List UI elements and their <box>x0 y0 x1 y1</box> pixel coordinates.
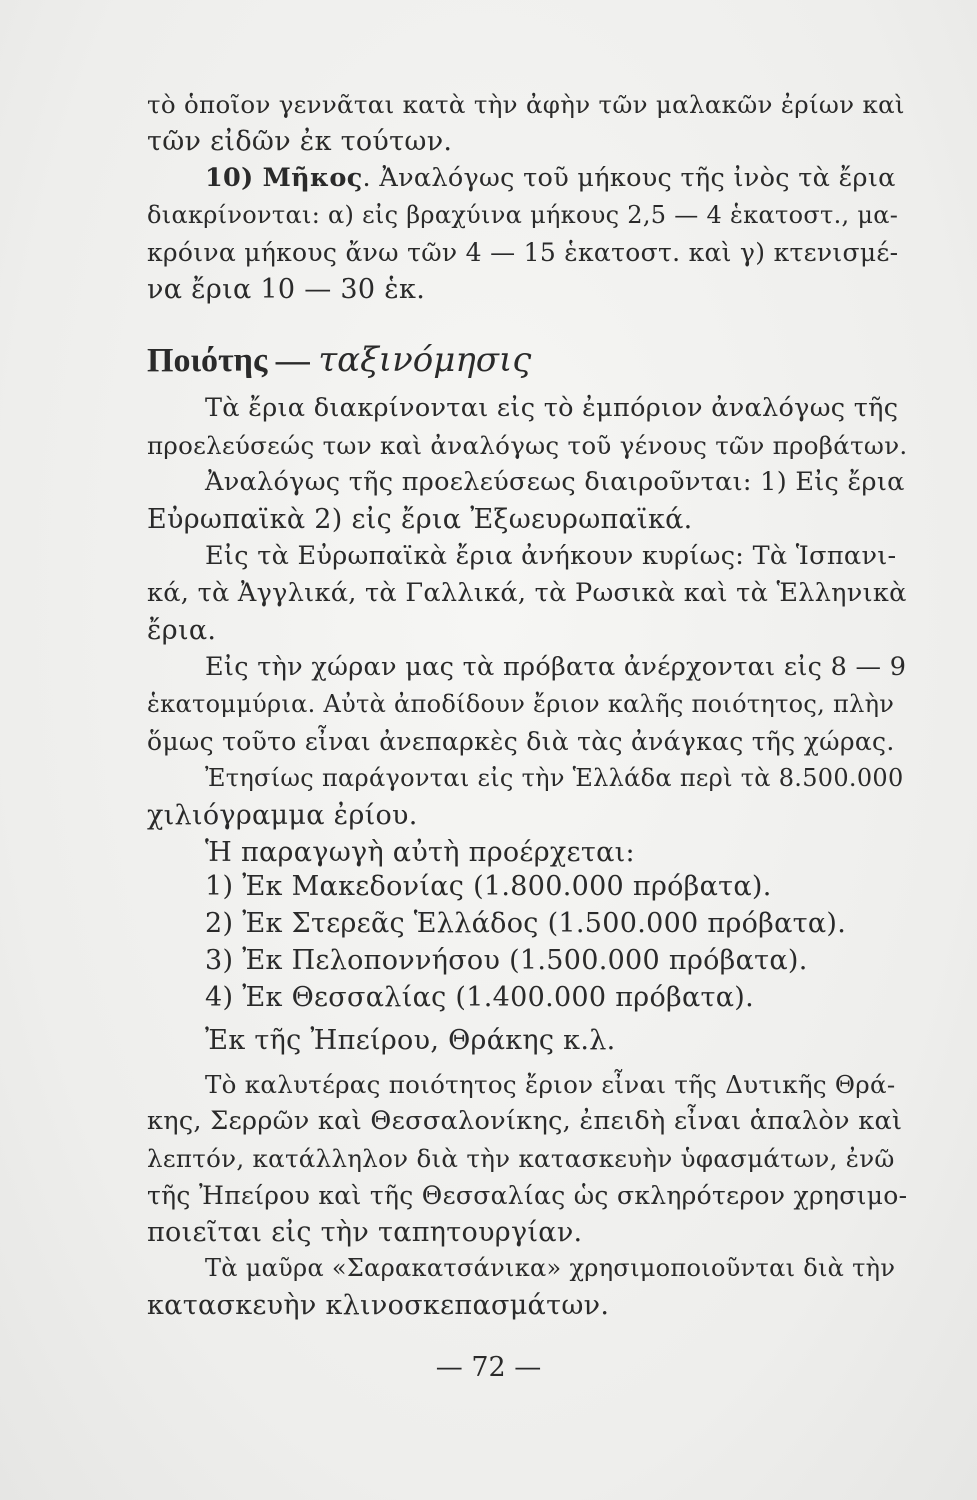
text-line: λεπτόν, κατάλληλον διὰ τὴν κατασκευὴν ὑφασμάτων, ἐνῶ <box>147 1144 895 1173</box>
heading-italic: ταξινόμησις <box>318 340 532 380</box>
text-line: κης, Σερρῶν καὶ Θεσσαλονίκης, ἐπειδὴ εἶναι ἁπαλὸν καὶ <box>147 1106 903 1136</box>
text-line: Ἐτησίως παράγονται εἰς τὴν Ἑλλάδα περὶ τὰ 8.500.000 <box>205 764 904 792</box>
production-list <box>147 868 907 1016</box>
text-line: κρόινα μήκους ἄνω τῶν 4 — 15 ἑκατοστ. καὶ γ) κτενισμέ- <box>147 238 899 267</box>
text-line: Τὰ ἔρια διακρίνονται εἰς τὸ ἐμπόριον ἀναλόγως τῆς <box>205 393 899 423</box>
heading-bold: Ποιότης — <box>147 342 319 379</box>
text-line <box>147 160 907 197</box>
list-item: 4) Ἐκ Θεσσαλίας (1.400.000 πρόβατα). <box>205 982 754 1013</box>
text-line: τῆς Ἠπείρου καὶ τῆς Θεσσαλίας ὡς σκληρότερον χρησιμο- <box>147 1181 908 1210</box>
text-line: κατασκευὴν κλινοσκεπασμάτων. <box>147 1290 610 1321</box>
text-line: τῶν εἰδῶν ἐκ τούτων. <box>147 126 453 157</box>
text-line: να ἔρια 10 — 30 ἑκ. <box>147 274 426 305</box>
text-line: Εὐρωπαϊκὰ 2) εἰς ἔρια Ἐξωευρωπαϊκά. <box>147 504 693 535</box>
quality-paragraph <box>147 1066 907 1251</box>
list-item: 2) Ἐκ Στερεᾶς Ἑλλάδος (1.500.000 πρόβατα). <box>205 908 847 939</box>
text-line: προελεύσεώς των καὶ ἀναλόγως τοῦ γένους τῶν προβάτων. <box>147 431 908 460</box>
text-line: Τὰ μαῦρα «Σαρακατσάνικα» χρησιμοποιοῦνται διὰ τὴν <box>205 1254 896 1282</box>
section-heading <box>147 340 531 380</box>
body-text <box>147 390 907 871</box>
text-line: ἔρια. <box>147 615 217 646</box>
section-lead: 10) Μῆκος <box>205 163 363 193</box>
text-span: . Ἀναλόγως τοῦ μήκους τῆς ἰνὸς τὰ ἔρια <box>362 163 896 193</box>
text-line: Ἀναλόγως τῆς προελεύσεως διαιροῦνται: 1) Εἰς ἔρια <box>205 467 905 497</box>
continuation-paragraph <box>147 86 907 160</box>
text-line: Ἐκ τῆς Ἠπείρου, Θράκης κ.λ. <box>205 1025 616 1056</box>
page-number: — 72 — <box>435 1352 542 1383</box>
list-item: 3) Ἐκ Πελοποννήσου (1.500.000 πρόβατα). <box>205 945 808 976</box>
text-line: χιλιόγραμμα ἐρίου. <box>147 800 418 831</box>
list-item: 1) Ἐκ Μακεδονίας (1.800.000 πρόβατα). <box>205 871 772 902</box>
text-line: διακρίνονται: α) εἰς βραχύινα μήκους 2,5 — 4 ἑκατοστ., μα- <box>147 201 899 229</box>
text-line: Εἰς τὰ Εὐρωπαϊκὰ ἔρια ἀνήκουν κυρίως: Τὰ Ἱσπανι- <box>205 541 897 571</box>
epirus-line <box>147 1022 907 1059</box>
text-line: ἑκατομμύρια. Αὐτὰ ἀποδίδουν ἔριον καλῆς ποιότητος, πλὴν <box>147 690 895 718</box>
text-line: κά, τὰ Ἀγγλικά, τὰ Γαλλικά, τὰ Ρωσικὰ καὶ τὰ Ἑλληνικὰ <box>147 578 907 608</box>
text-line: Ἡ παραγωγὴ αὐτὴ προέρχεται: <box>205 837 635 868</box>
black-wool-paragraph <box>147 1250 907 1324</box>
text-line: ὅμως τοῦτο εἶναι ἀνεπαρκὲς διὰ τὰς ἀνάγκας τῆς χώρας. <box>147 727 895 756</box>
text-line: Εἰς τὴν χώραν μας τὰ πρόβατα ἀνέρχονται εἰς 8 — 9 <box>205 652 907 682</box>
text-line: τὸ ὁποῖον γεννᾶται κατὰ τὴν ἀφὴν τῶν μαλακῶν ἐρίων καὶ <box>147 90 905 119</box>
length-paragraph <box>147 160 907 308</box>
text-line: Τὸ καλυτέρας ποιότητος ἔριον εἶναι τῆς Δυτικῆς Θρά- <box>205 1070 896 1099</box>
text-line: ποιεῖται εἰς τὴν ταπητουργίαν. <box>147 1217 583 1248</box>
